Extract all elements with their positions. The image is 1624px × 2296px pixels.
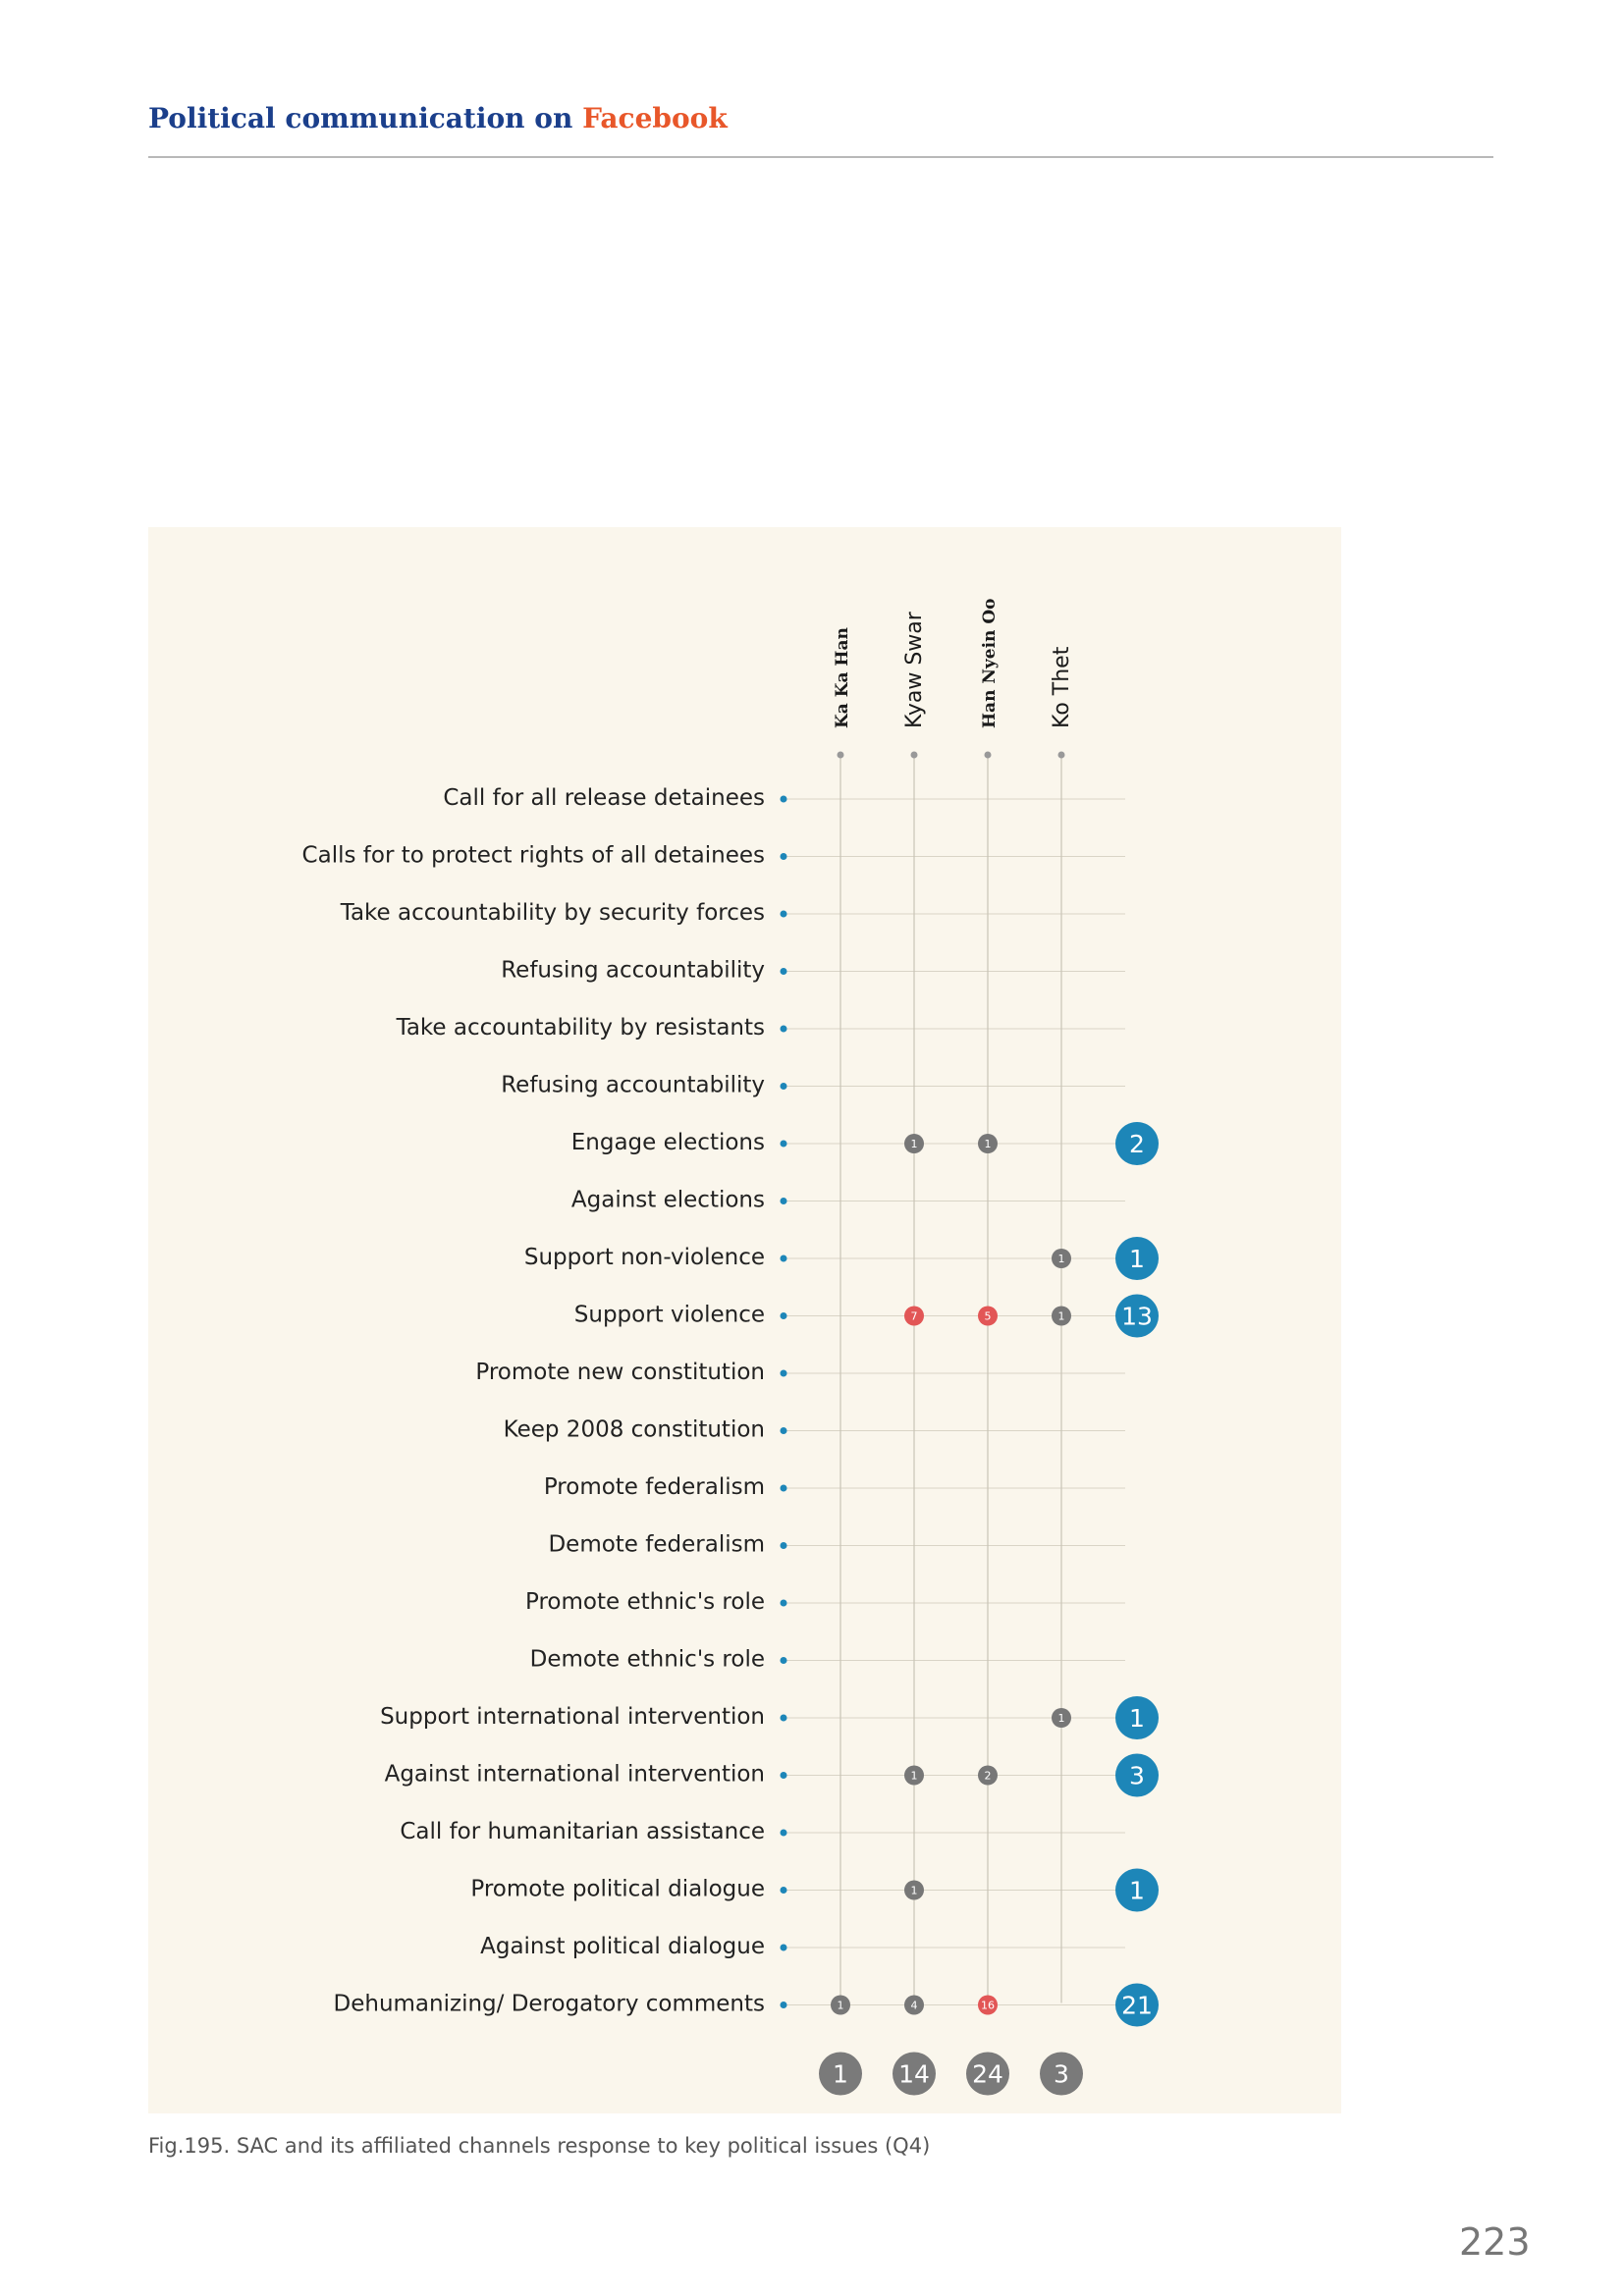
row-label: Call for humanitarian assistance: [400, 1819, 765, 1844]
row-label: Support non-violence: [523, 1245, 765, 1270]
column-marker: [838, 752, 844, 759]
row-total-value: 2: [1129, 1130, 1145, 1158]
cell-value: 16: [981, 1999, 995, 2012]
cell-value: 1: [837, 1999, 844, 2012]
row-bullet: [781, 1657, 787, 1664]
row-bullet: [781, 1887, 787, 1894]
row-label: Demote ethnic's role: [529, 1646, 765, 1673]
row-label: Promote political dialogue: [470, 1876, 765, 1902]
row-bullet: [781, 1026, 787, 1033]
cell-value: 1: [1057, 1712, 1065, 1725]
page-number: 223: [1459, 2220, 1531, 2264]
column-label: Han Nyein Oo: [980, 598, 1000, 728]
chart-panel: [148, 527, 1341, 2113]
row-label: Against elections: [570, 1187, 765, 1213]
row-bullet: [781, 1312, 787, 1319]
row-bullet: [781, 1083, 787, 1090]
row-label: Refusing accountability: [501, 1072, 765, 1098]
row-label: Against political dialogue: [480, 1934, 765, 1959]
row-label: Take accountability by resistants: [396, 1015, 765, 1041]
cell-value: 2: [984, 1769, 992, 1783]
row-label: Calls for to protect rights of all detainees: [301, 842, 765, 869]
row-label: Engage elections: [570, 1130, 765, 1155]
row-label: Promote new constitution: [475, 1360, 765, 1385]
row-bullet: [781, 1772, 787, 1779]
row-total-value: 3: [1129, 1761, 1145, 1790]
cell-value: 1: [1057, 1309, 1065, 1323]
row-bullet: [781, 1485, 787, 1492]
column-label: Ka Ka Han: [833, 627, 852, 728]
column-total-value: 14: [898, 2059, 930, 2089]
cell-value: 1: [910, 1884, 918, 1897]
row-bullet: [781, 1370, 787, 1377]
row-bullet: [781, 911, 787, 918]
row-bullet: [781, 1255, 787, 1262]
cell-value: 1: [984, 1138, 992, 1150]
column-marker: [1058, 752, 1065, 759]
row-bullet: [781, 1141, 787, 1148]
cell-value: 1: [910, 1769, 918, 1783]
dot-matrix-chart: [148, 527, 1341, 2113]
row-bullet: [781, 1715, 787, 1722]
column-label: Kyaw Swar: [902, 612, 927, 728]
row-total-value: 13: [1121, 1302, 1153, 1331]
column-total-value: 24: [972, 2059, 1003, 2089]
row-label: Against international intervention: [384, 1761, 765, 1788]
column-total-value: 1: [833, 2059, 848, 2089]
cell-value: 7: [910, 1309, 918, 1323]
row-bullet: [781, 2002, 787, 2008]
row-label: Promote federalism: [543, 1474, 765, 1500]
row-label: Dehumanizing/ Derogatory comments: [333, 1991, 765, 2017]
row-bullet: [781, 796, 787, 803]
row-label: Demote federalism: [548, 1531, 765, 1558]
row-label: Refusing accountability: [501, 957, 765, 984]
column-marker: [985, 752, 992, 759]
row-label: Take accountability by security forces: [340, 900, 765, 926]
page-header: [148, 102, 1493, 134]
column-total-value: 3: [1054, 2059, 1069, 2089]
row-bullet: [781, 1600, 787, 1607]
cell-value: 1: [910, 1138, 918, 1150]
row-bullet: [781, 1427, 787, 1434]
header-divider: [148, 156, 1493, 158]
row-label: Promote ethnic's role: [525, 1589, 765, 1615]
row-total-value: 1: [1129, 1876, 1145, 1905]
header-title-part1: Political communication on: [148, 102, 573, 134]
cell-value: 1: [1057, 1253, 1065, 1265]
row-total-value: 1: [1129, 1704, 1145, 1733]
row-label: Support violence: [573, 1302, 765, 1328]
cell-value: 4: [910, 1999, 918, 2012]
row-label: Support international intervention: [380, 1704, 765, 1730]
row-bullet: [781, 1198, 787, 1204]
row-bullet: [781, 1945, 787, 1951]
cell-value: 5: [984, 1309, 992, 1323]
row-label: Call for all release detainees: [443, 785, 765, 811]
figure-caption: Fig.195. SAC and its affiliated channels response to key political issues (Q4): [148, 2134, 931, 2158]
header-title-part2: Facebook: [582, 102, 728, 134]
row-bullet: [781, 968, 787, 975]
row-bullet: [781, 1542, 787, 1549]
row-bullet: [781, 1830, 787, 1837]
column-label: Ko Thet: [1050, 646, 1074, 728]
row-total-value: 21: [1121, 1991, 1153, 2020]
row-label: Keep 2008 constitution: [503, 1416, 765, 1443]
column-marker: [911, 752, 918, 759]
row-total-value: 1: [1129, 1245, 1145, 1273]
row-bullet: [781, 853, 787, 860]
